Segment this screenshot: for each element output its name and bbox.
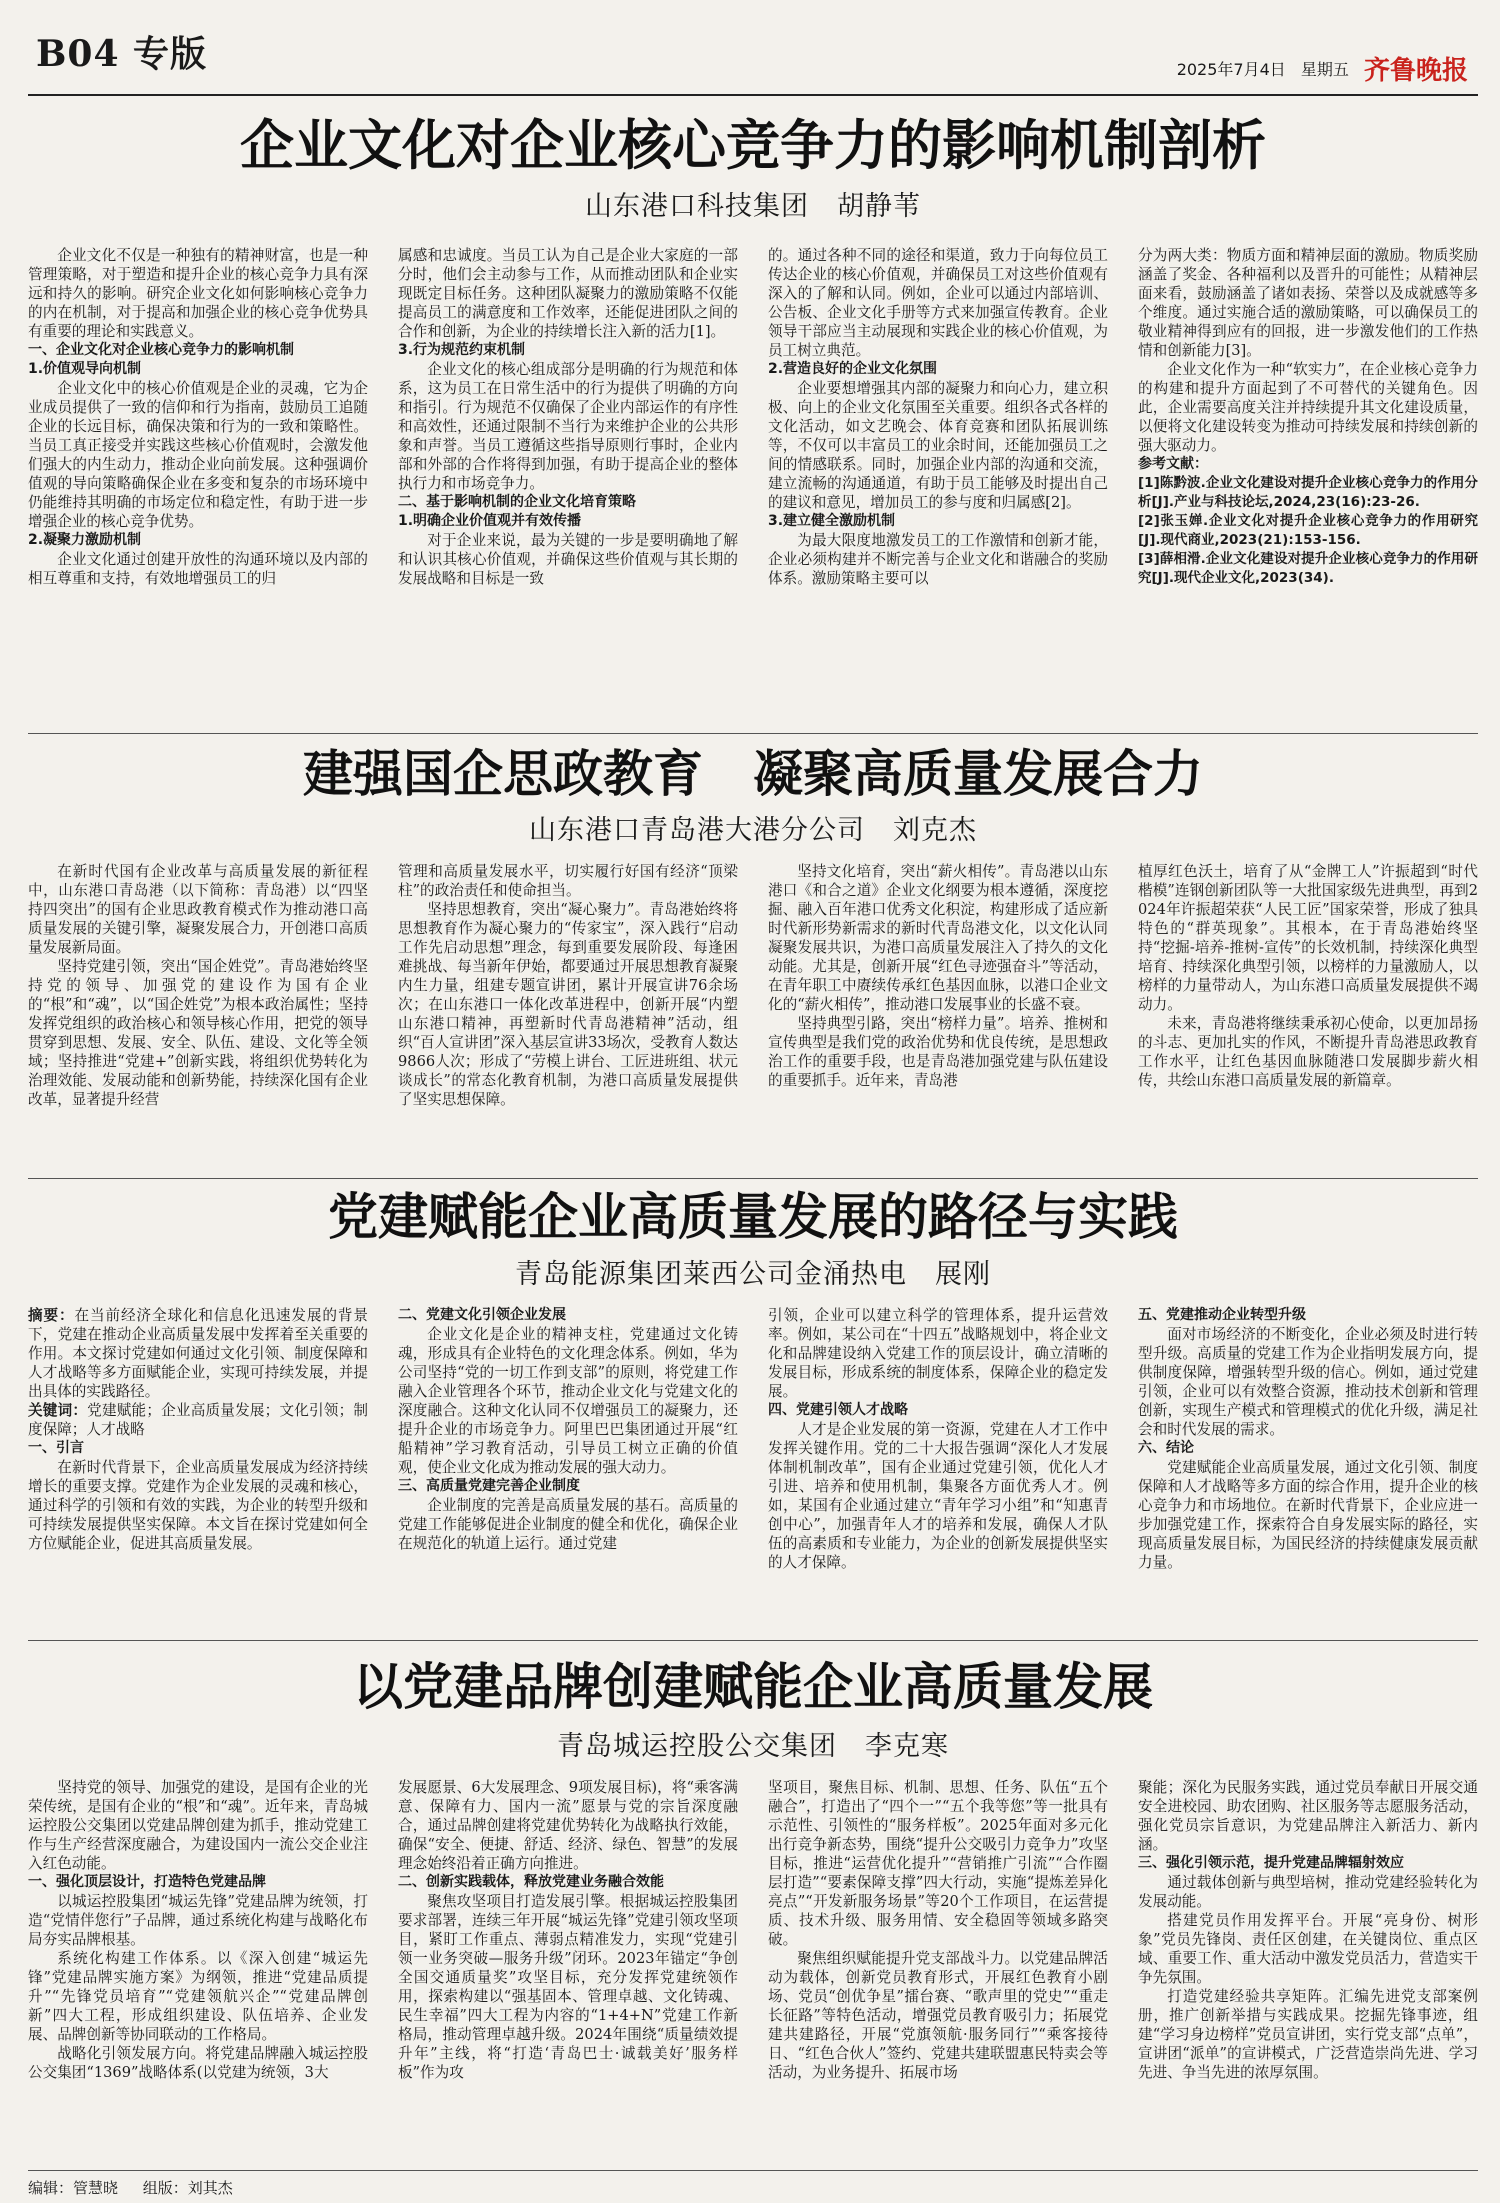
body-paragraph: 为最大限度地激发员工的工作激情和创新才能，企业必须构建并不断完善与企业文化和谐融合的奖励体系。激励策略主要可以	[768, 532, 1108, 587]
text-column	[398, 862, 738, 1188]
section-divider	[28, 733, 1478, 734]
text-column	[768, 1306, 1108, 1606]
text-column	[1138, 862, 1478, 1188]
body-paragraph: 坚持文化培育，突出“薪火相传”。青岛港以山东港口《和合之道》企业文化纲要为根本遵循，深度挖掘、融入百年港口优秀文化积淀，构建形成了适应新时代新形势新需求的新时代青岛港文化，以文化认同凝聚发展共识，为港口高质量发展注入了持久的文化动能。尤其是，创新开展“红色寻迹强奋斗”等活动，在青年职工中赓续传承红色基因血脉，以港口企业文化的“薪火相传”，推动港口发展事业的长盛不衰。	[768, 863, 1108, 1013]
text-column	[28, 1306, 368, 1606]
section-subheading: 1.明确企业价值观并有效传播	[398, 513, 582, 529]
article-2	[28, 740, 1478, 1190]
reference-entry: [3]薛相滑.企业文化建设对提升企业核心竞争力的作用研究[J].现代企业文化,2023(34).	[1138, 551, 1478, 586]
text-column	[398, 246, 738, 726]
body-paragraph: 对于企业来说，最为关键的一步是要明确地了解和认识其核心价值观，并确保这些价值观与其长期的发展战略和目标是一致	[398, 532, 738, 587]
body-paragraph: 坚持党建引领，突出“国企姓党”。青岛港始终坚持党的领导、加强党的建设作为国有企业的“根”和“魂”，以“国企姓党”为根本政治属性；坚持发挥党组织的政治核心和领导核心作用，把党的领导贯穿到思想、发展、安全、队伍、建设、文化等全领域；坚持推进“党建+”创新实践，将组织优势转化为治理效能、发展动能和创新势能，持续深化国有企业改革，显著提升经营	[28, 958, 368, 1108]
text-column	[398, 1306, 738, 1606]
keyword-label: 关键词：	[28, 1402, 88, 1419]
body-paragraph: 聚焦攻坚项目打造发展引擎。根据城运控股集团要求部署，连续三年开展“城运先锋”党建引领攻坚项目，紧盯工作重点、薄弱点精准发力，实现“党建引领一业务突破—服务升级”闭环。2023年锚定“争创全国交通质量奖”攻坚目标，充分发挥党建统领作用，探索构建以“强基固本、管理卓越、文化铸魂、民生幸福”四大工程为内容的“1+4+N”党建工作新格局，推动管理卓越升级。2024年围绕“质量绩效提升年”主线，将“打造‘青岛巴士·诚载美好’服务样板”作为攻	[398, 1893, 738, 2081]
masthead-date-area	[1167, 46, 1468, 86]
body-paragraph: 企业要想增强其内部的凝聚力和向心力，建立积极、向上的企业文化氛围至关重要。组织各式各样的文化活动，如文艺晚会、体育竞赛和团队拓展训练等，不仅可以丰富员工的业余时间，还能加强员工之间的情感联系。同时，加强企业内部的沟通和交流，建立流畅的沟通通道，有助于员工能够及时提出自己的建议和意见，增加员工的参与度和归属感[2]。	[768, 380, 1108, 511]
section-subheading: 一、引言	[28, 1440, 84, 1456]
article-headline: 企业文化对企业核心竞争力的影响机制剖析	[240, 113, 1266, 177]
keyword-paragraph	[28, 1306, 368, 1401]
text-column	[768, 1778, 1108, 2162]
text-column	[1138, 246, 1478, 726]
section-subheading: 二、创新实践载体，释放党建业务融合效能	[398, 1874, 664, 1890]
section-subheading: 四、党建引领人才战略	[768, 1402, 908, 1418]
section-subheading: 三、强化引领示范，提升党建品牌辐射效应	[1138, 1855, 1404, 1871]
body-paragraph: 聚能；深化为民服务实践，通过党员奉献日开展交通安全进校园、助农团购、社区服务等志愿服务活动，强化党员宗旨意识，为党建品牌注入新活力、新内涵。	[1138, 1779, 1478, 1853]
section-subheading: 五、党建推动企业转型升级	[1138, 1307, 1306, 1323]
body-paragraph: 坚项目，聚焦目标、机制、思想、任务、队伍“五个融合”，打造出了“四个一”“五个我等您”等一批具有示范性、引领性的“服务样板”。2025年面对多元化出行竞争新态势，围绕“提升公交吸引力竞争力”攻坚目标，推进“运营优化提升”“营销推广引流”“合作圈层打造”“要素保障支撑”四大行动，实施“提炼差异化亮点”“开发新服务场景”等20个工作项目，在运营提质、技术升级、服务用情、安全稳固等领域多路突破。	[768, 1779, 1108, 1948]
section-subheading: 2.营造良好的企业文化氛围	[768, 361, 938, 377]
masthead	[28, 0, 1478, 92]
body-paragraph: 在新时代国有企业改革与高质量发展的新征程中，山东港口青岛港（以下简称：青岛港）以“四坚持四突出”的国有企业思政教育模式作为推动港口高质量发展的关键引擎，凝聚发展合力，开创港口高质量发展新局面。	[28, 863, 368, 956]
section-divider	[28, 1178, 1478, 1179]
issue-weekday: 星期五	[1300, 60, 1349, 79]
article-byline: 青岛能源集团莱西公司金涌热电 展刚	[515, 1259, 991, 1290]
masthead-rule	[28, 94, 1478, 96]
body-paragraph: 企业制度的完善是高质量发展的基石。高质量的党建工作能够促进企业制度的健全和优化，确保企业在规范化的轨道上运行。通过党建	[398, 1497, 738, 1552]
article-4	[28, 1650, 1478, 2165]
reference-entry: [1]陈黔波.企业文化建设对提升企业核心竞争力的作用分析[J].产业与科技论坛,2024,23(16):23-26.	[1138, 475, 1478, 510]
article-byline: 山东港口青岛港大港分公司 刘克杰	[529, 815, 977, 846]
body-paragraph: 引领，企业可以建立科学的管理体系，提升运营效率。例如，某公司在“十四五”战略规划中，将企业文化和品牌建设纳入党建工作的顶层设计，确立清晰的发展目标，形成系统的制度体系，保障企业的稳定发展。	[768, 1307, 1108, 1400]
text-column	[768, 246, 1108, 726]
article-3	[28, 1182, 1478, 1612]
body-paragraph: 坚持典型引路，突出“榜样力量”。培养、推树和宣传典型是我们党的政治优势和优良传统，是思想政治工作的重要手段，也是青岛港加强党建与队伍建设的重要抓手。近年来，青岛港	[768, 1015, 1108, 1089]
article-byline: 青岛城运控股公交集团 李克寒	[557, 1731, 949, 1762]
text-column	[1138, 1306, 1478, 1606]
body-paragraph: 搭建党员作用发挥平台。开展“亮身份、树形象”党员先锋岗、责任区创建，在关键岗位、重点区域、重要工作、重大活动中激发党员活力，营造实干争先氛围。	[1138, 1912, 1478, 1986]
body-paragraph: 发展愿景、6大发展理念、9项发展目标)，将“乘客满意、保障有力、国内一流”愿景与党的宗旨深度融合，通过品牌创建将党建优势转化为战略执行效能，确保“安全、便捷、舒适、经济、绿色、智慧”的发展理念始终沿着正确方向推进。	[398, 1779, 738, 1872]
section-subheading: 1.价值观导向机制	[28, 361, 142, 377]
body-paragraph: 未来，青岛港将继续秉承初心使命，以更加昂扬的斗志、更加扎实的作风，不断提升青岛港思政教育工作水平，让红色基因血脉随港口发展脚步薪火相传，共绘山东港口高质量发展的新篇章。	[1138, 1015, 1478, 1089]
body-paragraph: 的。通过各种不同的途径和渠道，致力于向每位员工传达企业的核心价值观，并确保员工对这些价值观有深入的了解和认同。例如，企业可以通过内部培训、公告板、企业文化手册等方式来加强宣传教育。企业领导干部应当主动展现和实践企业的核心价值观，为员工树立典范。	[768, 247, 1108, 359]
section-subheading: 六、结论	[1138, 1440, 1194, 1456]
body-paragraph: 人才是企业发展的第一资源，党建在人才工作中发挥关键作用。党的二十大报告强调“深化人才发展体制机制改革”，国有企业通过党建引领，优化人才引进、培养和使用机制，集聚各方面优秀人才。例如，某国有企业通过建立“青年学习小组”和“知惠青创中心”，加强青年人才的培养和发展，确保人才队伍的高素质和专业能力，为企业的创新发展提供坚实的人才保障。	[768, 1421, 1108, 1571]
section-divider	[28, 1640, 1478, 1641]
keyword-text: 党建赋能；企业高质量发展；文化引领；制度保障；人才战略	[28, 1402, 368, 1438]
body-paragraph: 管理和高质量发展水平，切实履行好国有经济“顶梁柱”的政治责任和使命担当。	[398, 863, 738, 899]
text-column	[1138, 1778, 1478, 2162]
text-column	[398, 1778, 738, 2162]
article-columns	[28, 1778, 1478, 2162]
body-paragraph: 在新时代背景下，企业高质量发展成为经济持续增长的重要支撑。党建作为企业发展的灵魂和核心，通过科学的引领和有效的实践，为企业的转型升级和可持续发展提供坚实保障。本文旨在探讨党建如何全方位赋能企业，促进其高质量发展。	[28, 1459, 368, 1552]
section-subheading: 2.凝聚力激励机制	[28, 532, 142, 548]
section-subheading: 三、高质量党建完善企业制度	[398, 1478, 580, 1494]
section-subheading: 二、基于影响机制的企业文化培育策略	[398, 494, 636, 510]
section-subheading: 参考文献：	[1138, 456, 1208, 472]
keyword-paragraph	[28, 1401, 368, 1439]
section-subheading: 3.行为规范约束机制	[398, 342, 526, 358]
body-paragraph: 打造党建经验共享矩阵。汇编先进党支部案例册，推广创新举措与实践成果。挖掘先锋事迹，组建“学习身边榜样”党员宣讲团，实行党支部“点单”，宣讲团“派单”的宣讲模式，广泛营造崇尚先进、学习先进、争当先进的浓厚氛围。	[1138, 1988, 1478, 2081]
article-columns	[28, 1306, 1478, 1606]
section-subheading: 一、企业文化对企业核心竞争力的影响机制	[28, 342, 294, 358]
footer-editor: 编辑：管慧晓	[28, 2179, 119, 2197]
section-subheading: 二、党建文化引领企业发展	[398, 1307, 566, 1323]
article-headline: 建强国企思政教育 凝聚高质量发展合力	[303, 744, 1203, 803]
body-paragraph: 聚焦组织赋能提升党支部战斗力。以党建品牌活动为载体，创新党员教育形式，开展红色教育小剧场、党员“创优争星”擂台赛、“歌声里的党史”“重走长征路”等特色活动，增强党员教育吸引力；拓展党建共建路径，开展“党旗领航·服务同行”“乘客接待日、“红色合伙人”签约、党建共建联盟惠民特卖会等活动，为业务提升、拓展市场	[768, 1950, 1108, 2081]
body-paragraph: 企业文化中的核心价值观是企业的灵魂，它为企业成员提供了一致的信仰和行为指南，鼓励员工追随企业的长远目标，确保决策和行为的一致和策略性。当员工真正接受并实践这些核心价值观时，会激发他们强大的内生动力，推动企业向前发展。这种强调价值观的导向策略确保企业在多变和复杂的市场环境中仍能维持其明确的市场定位和稳定性，有助于进一步增强企业的核心竞争优势。	[28, 380, 368, 530]
body-paragraph: 系统化构建工作体系。以《深入创建“城运先锋”党建品牌实施方案》为纲领，推进“党建品质提升”“先锋党员培育”“党建领航兴企”“党建品牌创新”四大工程，形成组织建设、队伍培养、企业发展、品牌创新等协同联动的工作格局。	[28, 1950, 368, 2043]
issue-date: 2025年7月4日	[1176, 60, 1286, 79]
body-paragraph: 党建赋能企业高质量发展，通过文化引领、制度保障和人才战略等多方面的综合作用，提升企业的核心竞争力和市场地位。在新时代背景下，企业应进一步加强党建工作，探索符合自身发展实际的路径，实现高质量发展目标，为国民经济的持续健康发展贡献力量。	[1138, 1459, 1478, 1571]
page-label: B04 专版	[36, 33, 208, 75]
body-paragraph: 坚持思想教育，突出“凝心聚力”。青岛港始终将思想教育作为凝心聚力的“传家宝”，深入践行“启动工作先启动思想”理念，每到重要发展阶段、每逢困难挑战、每当新年伊始，都要通过开展思想教育凝聚内生力量，组建专题宣讲团，累计开展宣讲76余场次；在山东港口一体化改革进程中，创新开展“内塑山东港口精神，再塑新时代青岛港精神”活动，组织“百人宣讲团”深入基层宣讲33场次，受教育人数达9866人次；形成了“劳模上讲台、工匠进班组、状元谈成长”的常态化教育机制，为港口高质量发展提供了坚实思想保障。	[398, 901, 738, 1108]
text-column	[28, 862, 368, 1188]
article-headline: 党建赋能企业高质量发展的路径与实践	[328, 1187, 1178, 1246]
body-paragraph: 企业文化通过创建开放性的沟通环境以及内部的相互尊重和支持，有效地增强员工的归	[28, 551, 368, 587]
paper-logo: 齐鲁晚报	[1363, 56, 1468, 86]
reference-entry: [2]张玉婵.企业文化对提升企业核心竞争力的作用研究[J].现代商业,2023(21):153-156.	[1138, 513, 1478, 548]
footer-layout: 组版：刘其杰	[142, 2179, 233, 2197]
body-paragraph: 企业文化是企业的精神支柱，党建通过文化铸魂，形成具有企业特色的文化理念体系。例如，华为公司坚持“党的一切工作到支部”的原则，将党建工作融入企业管理各个环节，推动企业文化与党建文化的深度融合。这种文化认同不仅增强员工的凝聚力，还提升企业的市场竞争力。阿里巴巴集团通过开展“红船精神”学习教育活动，引导员工树立正确的价值观，使企业文化成为推动发展的强大动力。	[398, 1326, 738, 1476]
body-paragraph: 属感和忠诚度。当员工认为自己是企业大家庭的一部分时，他们会主动参与工作，从而推动团队和企业实现既定目标任务。这种团队凝聚力的激励策略不仅能提高员工的满意度和工作效率，还能促进团队之间的合作和创新，为企业的持续增长注入新的活力[1]。	[398, 247, 738, 340]
keyword-label: 摘要：	[28, 1307, 75, 1324]
body-paragraph: 坚持党的领导、加强党的建设，是国有企业的光荣传统，是国有企业的“根”和“魂”。近年来，青岛城运控股公交集团以党建品牌创建为抓手，推动党建工作与生产经营深度融合，为建设国内一流公交企业注入红色动能。	[28, 1779, 368, 1872]
page-footer	[28, 2170, 1478, 2198]
body-paragraph: 通过载体创新与典型培树，推动党建经验转化为发展动能。	[1138, 1874, 1478, 1910]
section-subheading: 一、强化顶层设计，打造特色党建品牌	[28, 1874, 266, 1890]
text-column	[28, 246, 368, 726]
text-column	[28, 1778, 368, 2162]
article-headline: 以党建品牌创建赋能企业高质量发展	[353, 1657, 1153, 1716]
body-paragraph: 企业文化作为一种“软实力”，在企业核心竞争力的构建和提升方面起到了不可替代的关键角色。因此，企业需要高度关注并持续提升其文化建设质量，以便将文化建设转变为推动可持续发展和持续创新的强大驱动力。	[1138, 361, 1478, 454]
text-column	[768, 862, 1108, 1188]
body-paragraph: 企业文化不仅是一种独有的精神财富，也是一种管理策略，对于塑造和提升企业的核心竞争力具有深远和持久的影响。研究企业文化如何影响核心竞争力的内在机制，对于提高和加强企业的核心竞争优势具有重要的理论和实践意义。	[28, 247, 368, 340]
section-subheading: 3.建立健全激励机制	[768, 513, 896, 529]
body-paragraph: 分为两大类：物质方面和精神层面的激励。物质奖励涵盖了奖金、各种福利以及晋升的可能性；从精神层面来看，鼓励涵盖了诸如表扬、荣誉以及成就感等多个维度。通过实施合适的激励策略，可以确保员工的敬业精神得到应有的回报，进一步激发他们的工作热情和创新能力[3]。	[1138, 247, 1478, 359]
article-columns	[28, 862, 1478, 1188]
body-paragraph: 植厚红色沃土，培育了从“金牌工人”许振超到“时代楷模”连钢创新团队等一大批国家级先进典型，再到2024年许振超荣获“人民工匠”国家荣誉，形成了独具特色的“群英现象”。其根本，在于青岛港始终坚持“挖掘-培养-推树-宣传”的长效机制，持续深化典型培育、持续深化典型引领，以榜样的力量激励人，以榜样的力量带动人，为山东港口高质量发展提供不竭动力。	[1138, 863, 1478, 1013]
article-1	[28, 110, 1478, 730]
keyword-text: 在当前经济全球化和信息化迅速发展的背景下，党建在推动企业高质量发展中发挥着至关重要的作用。本文探讨党建如何通过文化引领、制度保障和人才战略等多方面赋能企业，实现可持续发展，并提出具体的实践路径。	[28, 1307, 368, 1400]
article-byline: 山东港口科技集团 胡静苇	[585, 191, 921, 222]
body-paragraph: 以城运控股集团“城运先锋”党建品牌为统领，打造“党情伴您行”子品牌，通过系统化构建与战略化布局夯实品牌根基。	[28, 1893, 368, 1948]
article-columns	[28, 246, 1478, 726]
body-paragraph: 战略化引领发展方向。将党建品牌融入城运控股公交集团“1369”战略体系(以党建为统领，3大	[28, 2045, 368, 2081]
body-paragraph: 面对市场经济的不断变化，企业必须及时进行转型升级。高质量的党建工作为企业指明发展方向，提供制度保障，增强转型升级的信心。例如，通过党建引领，企业可以有效整合资源，推动技术创新和管理创新，实现生产模式和管理模式的优化升级，满足社会和时代发展的需求。	[1138, 1326, 1478, 1438]
body-paragraph: 企业文化的核心组成部分是明确的行为规范和体系，这为员工在日常生活中的行为提供了明确的方向和指引。行为规范不仅确保了企业内部运作的有序性和高效性，还通过限制不当行为来维护企业的公共形象和声誉。当员工遵循这些指导原则行事时，企业内部和外部的合作将得到加强，有助于提高企业的整体执行力和市场竞争力。	[398, 361, 738, 492]
